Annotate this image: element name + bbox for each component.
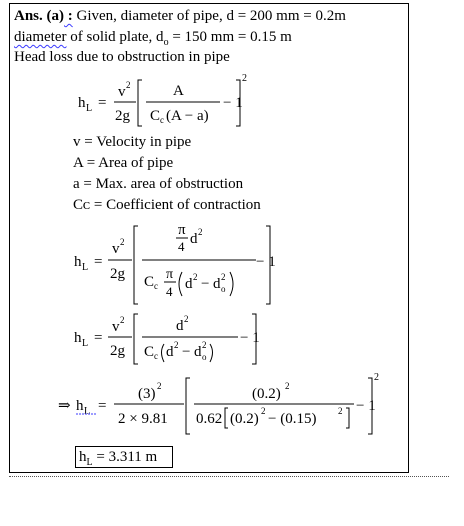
equation-head-loss-simplified xyxy=(70,310,270,372)
svg-text:L: L xyxy=(86,103,93,114)
svg-text:2: 2 xyxy=(184,314,189,324)
svg-text:2g: 2g xyxy=(110,266,125,282)
svg-text:v: v xyxy=(112,319,120,335)
svg-text:d: d xyxy=(185,276,193,292)
svg-text:⇒: ⇒ xyxy=(58,398,71,414)
svg-text:d: d xyxy=(190,231,198,247)
svg-text:h: h xyxy=(74,254,82,270)
svg-text:− 1: − 1 xyxy=(256,254,276,270)
svg-text:2g: 2g xyxy=(115,108,130,124)
svg-text:− 1: − 1 xyxy=(356,398,376,414)
svg-text:d: d xyxy=(213,276,221,292)
svg-text:2: 2 xyxy=(242,73,247,84)
svg-text:L: L xyxy=(84,406,91,417)
svg-text:(0.2): (0.2) xyxy=(252,386,281,402)
equation-head-loss-diameter xyxy=(70,216,280,308)
svg-text:d: d xyxy=(166,344,174,360)
answer-label: Ans. (a) xyxy=(14,8,65,24)
svg-text:(3): (3) xyxy=(138,386,156,402)
svg-text:(0.2): (0.2) xyxy=(230,411,259,427)
svg-text:d: d xyxy=(194,344,202,360)
svg-text:c: c xyxy=(160,115,164,125)
svg-text:L: L xyxy=(82,338,89,349)
svg-text:2: 2 xyxy=(120,315,125,325)
svg-text:C: C xyxy=(144,344,155,360)
svg-text:h: h xyxy=(74,330,82,346)
svg-text:4: 4 xyxy=(166,284,173,299)
final-answer: $h_L = 3.311$ m xyxy=(79,449,158,468)
page-separator xyxy=(9,476,449,477)
diameter-word: diameter xyxy=(14,29,67,45)
svg-text:2: 2 xyxy=(120,237,125,247)
svg-text:0.62: 0.62 xyxy=(196,411,223,427)
svg-text:c: c xyxy=(154,281,158,291)
svg-text:C: C xyxy=(150,108,161,124)
svg-text:(A − a): (A − a) xyxy=(166,108,209,124)
svg-text:2: 2 xyxy=(221,272,226,282)
equation-head-loss-numeric xyxy=(56,372,396,438)
svg-text:c: c xyxy=(154,351,158,361)
svg-text:2: 2 xyxy=(157,381,162,391)
svg-text:=: = xyxy=(94,254,103,270)
svg-text:=: = xyxy=(98,95,107,111)
svg-text:2: 2 xyxy=(338,406,343,416)
svg-text:h: h xyxy=(78,95,86,111)
svg-text:o: o xyxy=(221,284,226,294)
svg-text:π: π xyxy=(166,267,174,282)
svg-text:π: π xyxy=(178,222,186,238)
svg-text:2: 2 xyxy=(198,227,203,237)
equation-head-loss-general xyxy=(70,68,270,132)
svg-text:d: d xyxy=(176,318,184,334)
definition-velocity: v = Velocity in pipe xyxy=(73,134,192,150)
svg-text:− (0.15): − (0.15) xyxy=(268,411,317,427)
svg-text:2g: 2g xyxy=(110,343,125,359)
svg-text:2: 2 xyxy=(285,381,290,391)
svg-text:−: − xyxy=(182,344,191,360)
svg-text:−: − xyxy=(201,276,210,292)
svg-text:2: 2 xyxy=(126,80,131,90)
definition-contraction: Cᴄ = Coefficient of contraction xyxy=(73,197,261,213)
svg-text:− 1: − 1 xyxy=(223,95,243,111)
svg-text:4: 4 xyxy=(178,239,185,254)
svg-text:o: o xyxy=(202,352,207,362)
given-line-1 xyxy=(14,7,346,25)
svg-text:2: 2 xyxy=(374,372,379,383)
final-answer-value: = 3.311 m xyxy=(92,449,158,465)
svg-text:2 × 9.81: 2 × 9.81 xyxy=(118,411,168,427)
svg-text:L: L xyxy=(82,262,89,273)
svg-text:A: A xyxy=(173,83,184,99)
head-loss-heading: Head loss due to obstruction in pipe xyxy=(14,49,230,65)
svg-text:=: = xyxy=(94,330,103,346)
svg-text:h: h xyxy=(76,398,84,414)
svg-text:C: C xyxy=(144,274,155,290)
given-diameter-pipe: Given, diameter of pipe, d = 200 mm = 0.2m xyxy=(72,8,346,24)
svg-text:2: 2 xyxy=(202,340,207,350)
definition-area-pipe: A = Area of pipe xyxy=(73,155,174,171)
svg-text:=: = xyxy=(98,398,107,414)
given-line-2: diameter of solid plate, $d_o = 150$ mm = 0.15 m xyxy=(14,29,292,48)
svg-text:− 1: − 1 xyxy=(240,330,260,346)
svg-text:v: v xyxy=(112,241,120,257)
svg-text:2: 2 xyxy=(193,272,198,282)
definition-area-obstruction: a = Max. area of obstruction xyxy=(73,176,244,192)
svg-text:2: 2 xyxy=(174,340,179,350)
svg-text:v: v xyxy=(118,84,126,100)
svg-text:2: 2 xyxy=(261,406,266,416)
answer-colon: : xyxy=(64,8,73,24)
